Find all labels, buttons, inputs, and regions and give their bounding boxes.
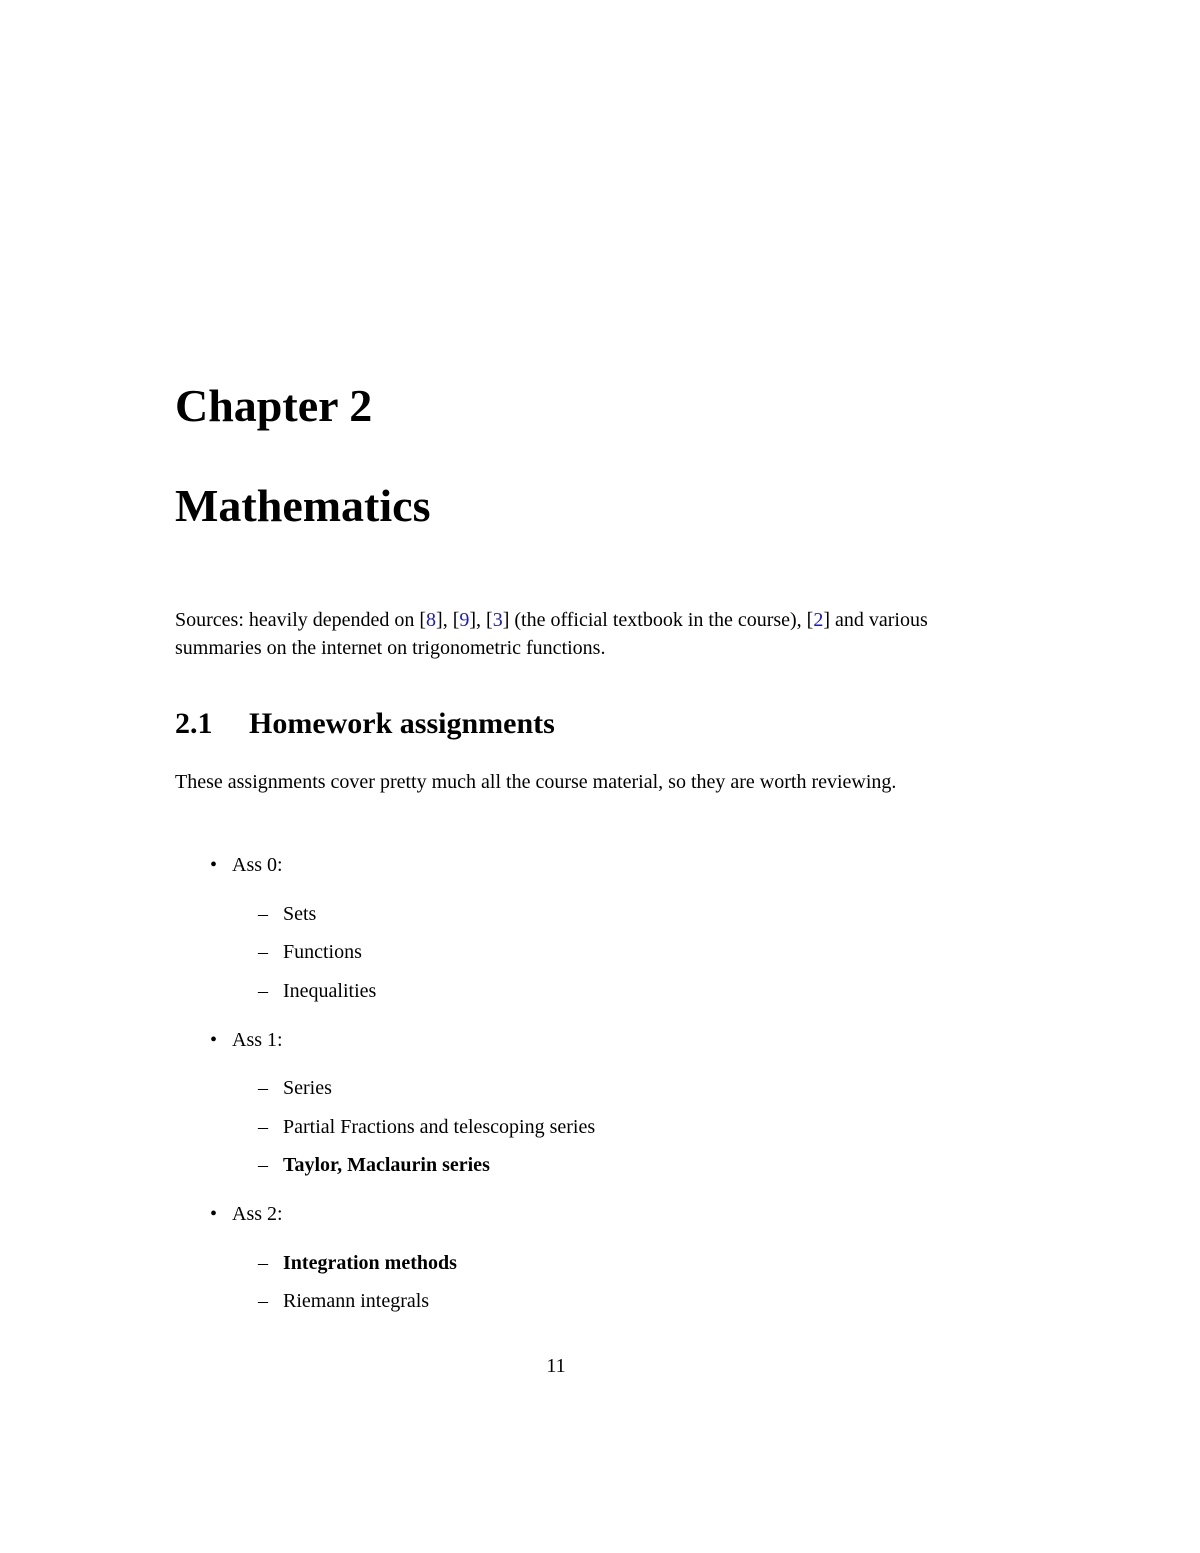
section-heading <box>175 704 555 744</box>
citation-link-9[interactable]: 9 <box>459 609 470 631</box>
sources-middle: ] (the official textbook in the course), [ <box>502 609 814 631</box>
assignment-item <box>210 1026 283 1054</box>
bullet-marker: • <box>210 1029 218 1051</box>
topic-text: Partial Fractions and telescoping series <box>283 1116 596 1138</box>
assignment-label: Ass 2: <box>232 1203 283 1225</box>
citation-link-3[interactable]: 3 <box>492 609 503 631</box>
topic-item <box>258 1249 457 1277</box>
topic-item <box>258 1113 595 1141</box>
topic-text: Series <box>283 1077 332 1099</box>
topic-item <box>258 900 316 928</box>
sources-prefix: Sources: heavily depended on [ <box>175 609 427 631</box>
citation-link-8[interactable]: 8 <box>426 609 437 631</box>
citation-link-2[interactable]: 2 <box>813 609 824 631</box>
topic-text: Inequalities <box>283 980 377 1002</box>
topic-text: Functions <box>283 941 362 963</box>
topic-item <box>258 938 362 966</box>
assignment-item <box>210 1200 283 1228</box>
dash-marker: – <box>258 1290 268 1312</box>
sources-paragraph <box>175 606 937 662</box>
topic-item <box>258 1074 332 1102</box>
topic-item <box>258 1151 490 1179</box>
sources-suffix: ] and various summaries on the internet on trigonometric functions. <box>175 609 928 659</box>
topic-text: Taylor, Maclaurin series <box>283 1154 490 1176</box>
page-number: 11 <box>546 1355 566 1377</box>
topic-item <box>258 1287 429 1315</box>
section-intro: These assignments cover pretty much all the course material, so they are worth reviewing. <box>175 771 897 793</box>
assignment-label: Ass 0: <box>232 854 283 876</box>
section-title: Homework assignments <box>249 707 555 740</box>
topic-item <box>258 977 376 1005</box>
sources-separator: ], [ <box>469 609 493 631</box>
assignment-label: Ass 1: <box>232 1029 283 1051</box>
dash-marker: – <box>258 1077 268 1099</box>
topic-text: Sets <box>283 903 317 925</box>
bullet-marker: • <box>210 1203 218 1225</box>
sources-separator: ], [ <box>436 609 460 631</box>
chapter-label: Chapter 2 <box>175 380 373 431</box>
dash-marker: – <box>258 1252 268 1274</box>
dash-marker: – <box>258 941 268 963</box>
bullet-marker: • <box>210 854 218 876</box>
dash-marker: – <box>258 1116 268 1138</box>
topic-text: Integration methods <box>283 1252 457 1274</box>
section-number: 2.1 <box>175 707 213 740</box>
assignment-item <box>210 851 283 879</box>
dash-marker: – <box>258 1154 268 1176</box>
dash-marker: – <box>258 903 268 925</box>
chapter-title: Mathematics <box>175 480 431 531</box>
topic-text: Riemann integrals <box>283 1290 430 1312</box>
dash-marker: – <box>258 980 268 1002</box>
